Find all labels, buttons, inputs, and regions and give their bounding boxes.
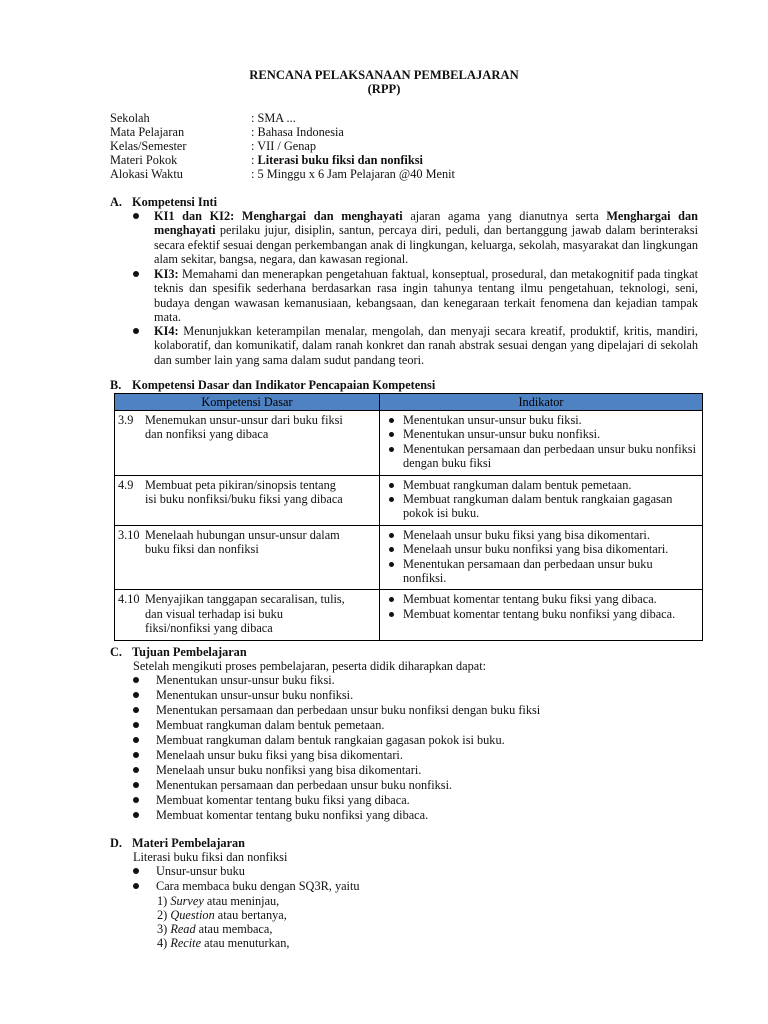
identity-label: Kelas/Semester [110,139,187,153]
bullet-icon [133,707,139,713]
step-number: 4) [157,936,168,950]
indicator-cell [380,475,703,525]
ki3-text: Memahami dan menerapkan pengetahuan faktual, konseptual, prosedural, dan metakognitif pada tingkat teknis dan spesifik sederhana berdasarkan rasa ingin tahunya tentang ilmu pengetahuan, teknologi, seni, budaya dengan wawasan kemanusiaan, kebangsaan, dan kenegaraan terkait fenomena dan kejadian tampak mata. [154,267,698,325]
list-item: Membuat komentar tentang buku nonfiksi yang dibaca. [156,808,429,822]
sq3r-step [157,922,272,936]
list-item: Unsur-unsur buku [156,864,245,878]
step-term: Question [170,908,215,922]
bullet-icon [133,767,139,773]
ki3-code: KI3: [154,267,179,281]
indicator-item: Membuat komentar tentang buku nonfiksi yang dibaca. [383,607,698,621]
section-title: Materi Pembelajaran [132,836,246,850]
bullet-icon [133,782,139,788]
ki1-text: ajaran agama yang dianutnya serta [402,209,607,223]
bullet-icon [133,797,139,803]
kd-code: 4.10 [118,592,140,607]
list-item: Membuat rangkuman dalam bentuk rangkaian gagasan pokok isi buku. [156,733,505,747]
bullet-icon [133,328,139,334]
indicator-item: Membuat rangkuman dalam bentuk pemetaan. [383,478,698,492]
ki1-bold: Menghargai dan menghayati [241,209,403,223]
identity-label: Mata Pelajaran [110,125,185,139]
column-header-indicator: Indikator [380,394,703,411]
indicator-item: Menentukan persamaan dan perbedaan unsur buku nonfiksi. [383,557,698,586]
ki4-text: Menunjukkan keterampilan menalar, mengolah, dan menyaji secara kreatif, produktif, kritis, mandiri, kolaboratif, dan komunikatif, dalam ranah konkret dan ranah abstrak sesuai dengan yang dipelajari di sekolah dan sumber lain yang sama dalam sudut pandang teori. [154,324,698,367]
bullet-icon [133,868,139,874]
kd-cell [115,475,380,525]
section-letter: B. [110,378,122,392]
step-text: atau membaca, [195,922,273,936]
section-letter: A. [110,195,122,209]
step-number: 1) [157,894,168,908]
identity-value: : 5 Minggu x 6 Jam Pelajaran @40 Menit [251,167,455,181]
kd-cell [115,411,380,476]
bullet-icon [133,722,139,728]
ki4-code: KI4: [154,324,179,338]
indicator-cell [380,525,703,590]
identity-label: Sekolah [110,111,150,125]
list-item: Menentukan unsur-unsur buku fiksi. [156,673,335,687]
kd-code: 3.9 [118,413,134,427]
bullet-icon [133,883,139,889]
kd-text: Membuat peta pikiran/sinopsis tentang isi buku nonfiksi/buku fiksi yang dibaca [145,477,343,507]
step-text: atau bertanya, [214,908,287,922]
ki1-code: KI1 dan KI2: [154,209,235,223]
section-title: Tujuan Pembelajaran [132,645,247,659]
bullet-icon [133,692,139,698]
kd-text: Menyajikan tanggapan secaralisan, tulis, dan visual terhadap isi buku fiksi/nonfiksi yang dibaca [145,592,345,636]
ki4-paragraph [154,324,698,367]
section-letter: C. [110,645,122,659]
identity-row [110,153,670,167]
identity-row [110,139,670,153]
identity-row [110,167,670,181]
section-letter: D. [110,836,122,850]
ki2-bold: Menghargai dan menghayati [154,209,698,238]
bullet-icon [133,752,139,758]
sq3r-step [157,936,290,950]
kd-code: 3.10 [118,527,140,542]
identity-value: : VII / Genap [251,139,316,153]
materi-pokok-value: Literasi buku fiksi dan nonfiksi [257,153,423,167]
step-number: 3) [157,922,168,936]
section-d-heading [110,836,245,850]
table-row [115,525,703,590]
ki3-paragraph [154,267,698,325]
identity-value: : SMA ... [251,111,296,125]
section-d-intro: Literasi buku fiksi dan nonfiksi [133,850,288,864]
column-header-kd: Kompetensi Dasar [115,394,380,411]
step-term: Recite [170,936,202,950]
identity-row [110,111,670,125]
step-text: atau menuturkan, [201,936,290,950]
section-c-intro: Setelah mengikuti proses pembelajaran, peserta didik diharapkan dapat: [133,659,487,673]
table-row [115,590,703,640]
indicator-cell [380,590,703,640]
list-item: Menelaah unsur buku nonfiksi yang bisa dikomentari. [156,763,422,777]
kd-cell [115,590,380,640]
list-item: Menentukan persamaan dan perbedaan unsur buku nonfiksi. [156,778,453,792]
identity-label: Alokasi Waktu [110,167,183,181]
sq3r-step [157,894,279,908]
table-row [115,475,703,525]
sq3r-step [157,908,287,922]
bullet-icon [133,812,139,818]
step-term: Survey [170,894,204,908]
table-header-row [115,394,703,411]
kd-text: Menelaah hubungan unsur-unsur dalam buku fiksi dan nonfiksi [145,527,340,557]
indicator-item: Menelaah unsur buku fiksi yang bisa dikomentari. [383,528,698,542]
identity-label: Materi Pokok [110,153,178,167]
kd-indicator-table [114,393,703,641]
table-row [115,411,703,476]
section-c-heading [110,645,247,659]
ki2-text: perilaku jujur, disiplin, santun, percaya diri, peduli, dan bertanggung jawab dalam berinteraksi secara efektif sesuai dengan perkembangan anak di lingkungan, keluarga, sekolah, masyarakat dan lingkungan alam sekitar, bangsa, negara, dan kawasan regional. [154,223,698,267]
section-b-heading [110,378,435,392]
identity-row [110,125,670,139]
list-item: Menelaah unsur buku fiksi yang bisa dikomentari. [156,748,403,762]
kd-cell [115,525,380,590]
indicator-item: Menentukan unsur-unsur buku fiksi. [383,413,698,427]
list-item: Cara membaca buku dengan SQ3R, yaitu [156,879,360,893]
list-item: Membuat komentar tentang buku fiksi yang dibaca. [156,793,410,807]
section-title: Kompetensi Dasar dan Indikator Pencapaian Kompetensi [132,378,436,392]
indicator-item: Menelaah unsur buku nonfiksi yang bisa dikomentari. [383,542,698,556]
step-text: atau meninjau, [203,894,280,908]
step-number: 2) [157,908,168,922]
list-item: Menentukan unsur-unsur buku nonfiksi. [156,688,354,702]
indicator-cell [380,411,703,476]
bullet-icon [133,271,139,277]
identity-colon: : [251,153,258,167]
list-item: Menentukan persamaan dan perbedaan unsur buku nonfiksi dengan buku fiksi [156,703,541,717]
kd-text: Menemukan unsur-unsur dari buku fiksi dan nonfiksi yang dibaca [145,413,343,442]
identity-value: : Bahasa Indonesia [251,125,344,139]
indicator-item: Membuat rangkuman dalam bentuk rangkaian gagasan pokok isi buku. [383,492,698,521]
document-subtitle: (RPP) [367,82,401,96]
ki1-paragraph [154,209,698,267]
identity-value [251,153,423,167]
bullet-icon [133,677,139,683]
step-term: Read [170,922,196,936]
indicator-item: Menentukan persamaan dan perbedaan unsur buku nonfiksi dengan buku fiksi [383,442,698,471]
indicator-item: Membuat komentar tentang buku fiksi yang dibaca. [383,592,698,606]
bullet-icon [133,213,139,219]
kd-code: 4.9 [118,477,134,492]
indicator-item: Menentukan unsur-unsur buku nonfiksi. [383,427,698,441]
bullet-icon [133,737,139,743]
section-a-heading [110,195,217,209]
document-title: RENCANA PELAKSANAAN PEMBELAJARAN [249,68,519,82]
list-item: Membuat rangkuman dalam bentuk pemetaan. [156,718,385,732]
section-title: Kompetensi Inti [132,195,218,209]
